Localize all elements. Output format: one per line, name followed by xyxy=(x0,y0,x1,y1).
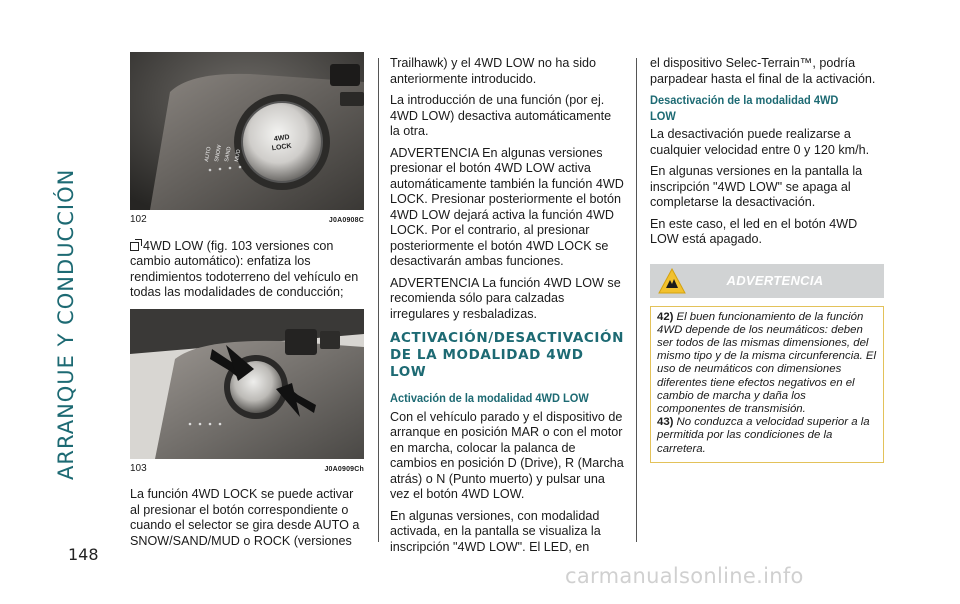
column-1 xyxy=(130,52,364,555)
figure-number: 103 xyxy=(130,462,147,474)
chapter-side-title: ARRANQUE Y CONDUCCIÓN xyxy=(54,168,78,480)
section-heading-line: DE LA MODALIDAD 4WD LOW xyxy=(390,347,584,380)
paragraph: Trailhawk) y el 4WD LOW no ha sido anteriormente introducido. xyxy=(390,56,596,86)
figure-number: 102 xyxy=(130,214,147,225)
figure-code: J0A0909Ch xyxy=(324,465,364,473)
bullet-text: 4WD LOW (fig. 103 versiones con cambio automático): enfatiza los rendimientos todoterreno del vehículo en todas las modalidades de conducción; xyxy=(130,238,359,299)
figure-code: J0A0908C xyxy=(328,217,364,224)
paragraph: La introducción de una función (por ej. 4WD LOW) desactiva automáticamente la otra. xyxy=(390,93,612,138)
paragraph: En algunas versiones, con modalidad activada, en la pantalla se visualiza la inscripción "4WD LOW". El LED, en xyxy=(390,508,601,554)
warning-item xyxy=(657,416,877,456)
knob-photo-arrows xyxy=(130,309,364,459)
warning-header xyxy=(650,264,884,298)
mode-label-mud: MUD xyxy=(234,148,243,163)
warning-box xyxy=(650,306,884,463)
mode-label-snow: SNOW xyxy=(214,144,223,163)
paragraph: La desactivación puede realizarse a cualquier velocidad entre 0 y 120 km/h. xyxy=(650,127,870,157)
warning-triangle-icon xyxy=(658,268,686,294)
mode-label-sand: SAND xyxy=(224,146,233,163)
column-3 xyxy=(650,56,884,463)
section-heading xyxy=(390,330,624,381)
option-square-icon xyxy=(130,242,139,251)
subheading: Activación de la modalidad 4WD LOW xyxy=(390,391,589,405)
knob-label-lock: LOCK xyxy=(271,142,293,153)
warning-item xyxy=(657,311,877,417)
subheading: Desactivación de la modalidad 4WD LOW xyxy=(650,93,839,123)
warning-item-text: El buen funcionamiento de la función 4WD depende de los neumáticos: deben ser todos de las mismas dimensiones, del mismo tipo y de la misma circunferencia. El uso de neumáticos con dimensiones diferentes tiene efectos negativos en el cambio de marcha y daña los componentes de transmisión. xyxy=(657,310,877,415)
section-heading-line: ACTIVACIÓN/DESACTIVACIÓN xyxy=(390,330,625,346)
paragraph: ADVERTENCIA En algunas versiones presionar el botón 4WD LOW activa automáticamente también la función 4WD LOCK. Presionar posteriormente el botón 4WD LOW dejará activa la función 4WD LOCK. Por el contrario, al presionar posteriormente el botón 4WD LOCK se desactivarán ambas funciones. xyxy=(390,145,624,268)
paragraph: el dispositivo Selec-Terrain™, podría parpadear hasta el final de la activación. xyxy=(650,56,876,86)
mode-label-auto: AUTO xyxy=(204,146,213,163)
knob-photo xyxy=(130,52,364,210)
column-divider xyxy=(636,58,637,542)
warning-item-text: No conduzca a velocidad superior a la permitida por las condiciones de la carretera. xyxy=(657,416,870,455)
page-number: 148 xyxy=(68,545,99,564)
paragraph: La función 4WD LOCK se puede activar al presionar el botón correspondiente o cuando el selector se gira desde AUTO a SNOW/SAND/MUD o ROCK (versiones xyxy=(130,487,360,548)
warning-title: ADVERTENCIA xyxy=(726,272,824,288)
watermark: carmanualsonline.info xyxy=(565,564,804,588)
paragraph: Con el vehículo parado y el dispositivo de arranque en posición MAR o con el motor en marcha, colocar la palanca de cambios en posición D (Drive), R (Marcha atrás) o N (Punto muerto) y pulsar una vez el botón 4WD LOW. xyxy=(390,409,624,501)
column-divider xyxy=(378,58,379,542)
figure-103 xyxy=(130,309,364,478)
warning-item-number: 43) xyxy=(657,416,674,429)
paragraph: En este caso, el led en el botón 4WD LOW está apagado. xyxy=(650,216,858,246)
warning-item-number: 42) xyxy=(657,310,674,323)
paragraph: ADVERTENCIA La función 4WD LOW se recomienda sólo para calzadas irregulares y resbaladizas. xyxy=(390,275,621,321)
knob-label-4wd: 4WD xyxy=(273,133,290,144)
paragraph: En algunas versiones en la pantalla la inscripción "4WD LOW" se apaga al completarse la desactivación. xyxy=(650,164,863,209)
bullet-item xyxy=(130,239,364,301)
figure-102 xyxy=(130,52,364,229)
column-2 xyxy=(390,56,624,561)
